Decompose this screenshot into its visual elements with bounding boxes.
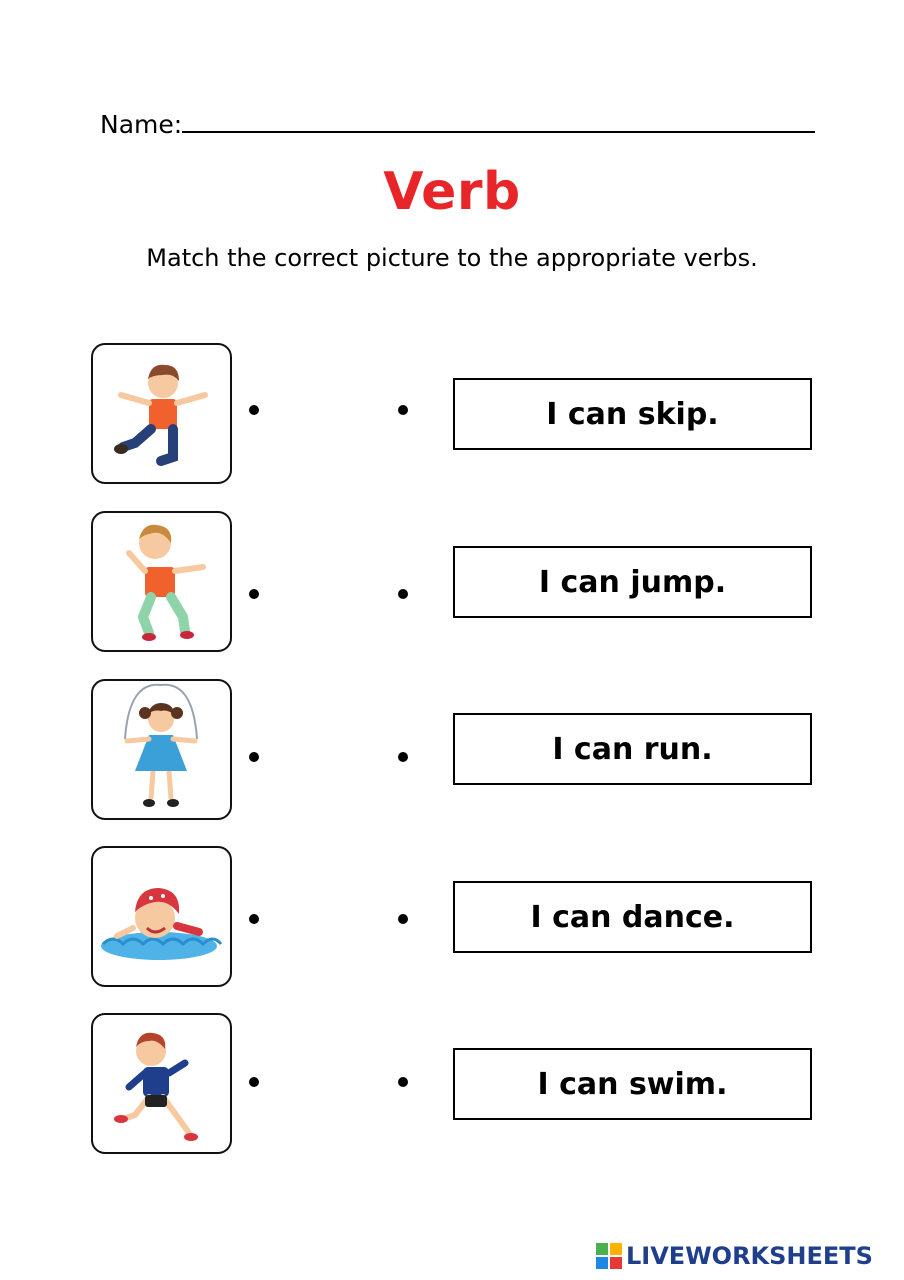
picture-dot-4[interactable] — [249, 914, 259, 924]
liveworksheets-brand: LIVEWORKSHEETS — [626, 1242, 873, 1270]
verb-dot-3[interactable] — [398, 752, 408, 762]
name-label: Name: — [100, 110, 183, 139]
name-input-line[interactable] — [182, 131, 815, 133]
liveworksheets-logo-icon — [596, 1243, 622, 1269]
name-row — [100, 108, 815, 142]
girl-skipping-rope-icon — [93, 681, 230, 818]
boy-running-icon — [93, 1015, 230, 1152]
picture-card-5 — [91, 1013, 232, 1154]
boy-dancing-icon — [93, 513, 230, 650]
worksheet-title: Verb — [383, 162, 521, 222]
liveworksheets-logo — [596, 1241, 873, 1271]
verb-box-5: I can swim. — [453, 1048, 812, 1120]
picture-card-3 — [91, 679, 232, 820]
girl-swimming-icon — [93, 848, 230, 985]
verb-dot-4[interactable] — [398, 914, 408, 924]
picture-card-1 — [91, 343, 232, 484]
verb-dot-5[interactable] — [398, 1077, 408, 1087]
instruction-text: Match the correct picture to the appropriate verbs. — [146, 244, 758, 272]
verb-box-4: I can dance. — [453, 881, 812, 953]
verb-box-2: I can jump. — [453, 546, 812, 618]
verb-box-1: I can skip. — [453, 378, 812, 450]
picture-dot-5[interactable] — [249, 1077, 259, 1087]
picture-card-2 — [91, 511, 232, 652]
picture-dot-3[interactable] — [249, 752, 259, 762]
picture-card-4 — [91, 846, 232, 987]
verb-dot-1[interactable] — [398, 405, 408, 415]
verb-box-3: I can run. — [453, 713, 812, 785]
picture-dot-2[interactable] — [249, 589, 259, 599]
boy-jumping-icon — [93, 345, 230, 482]
picture-dot-1[interactable] — [249, 405, 259, 415]
verb-dot-2[interactable] — [398, 589, 408, 599]
